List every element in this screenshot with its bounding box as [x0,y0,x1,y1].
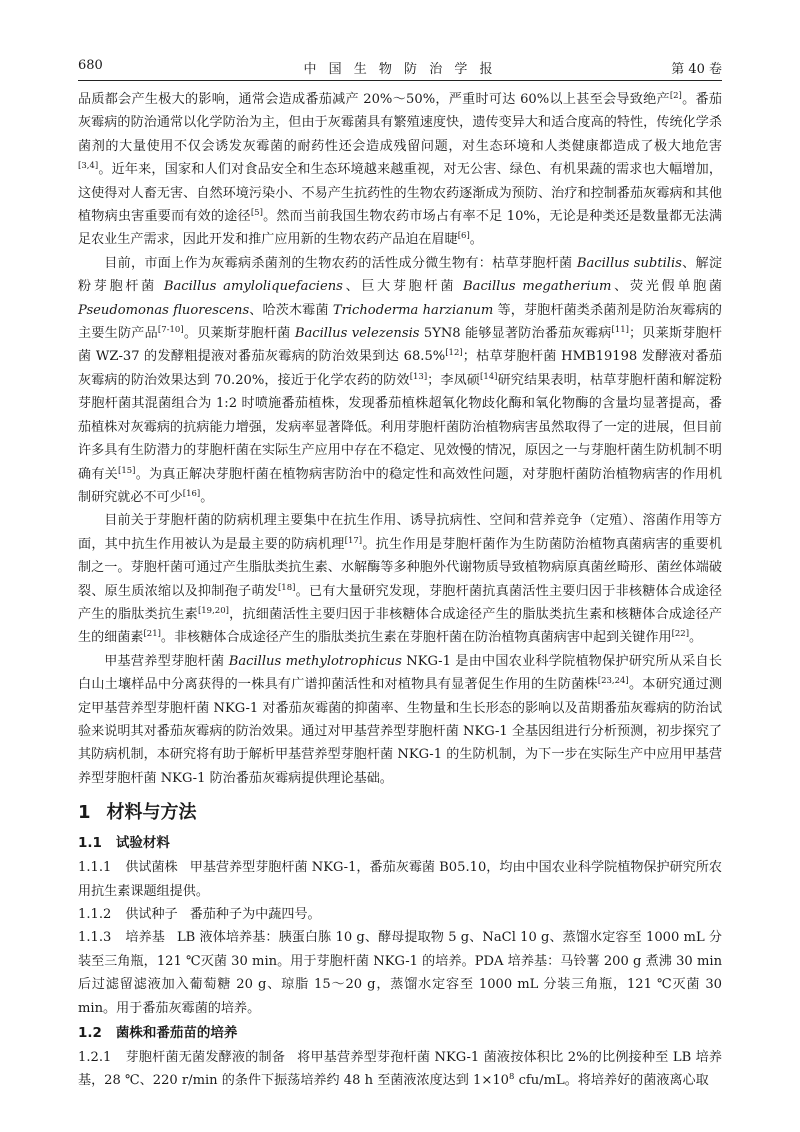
intro-paragraph-1: 品质都会产生极大的影响，通常会造成番茄减产 20%～50%，严重时可达 60%以上甚至会导致绝产[2]。番茄灰霉病的防治通常以化学防治为主，但由于灰霉菌具有繁殖速度快，遗传变异大和适合度高的特性，传统化学杀菌剂的大量使用不仅会诱发灰霉菌的耐药性还会造成残留问题，对生态环境和人类健康都造成了极大地危害[3,4]。近年来，国家和人们对食品安全和生态环境越来越重视，对无公害、绿色、有机果蔬的需求也大幅增加，这使得对人畜无害、自然环境污染小、不易产生抗药性的生物农药逐渐成为预防、治疗和控制番茄灰霉病和其他植物病虫害重要而有效的途径[5]。然而当前我国生物农药市场占有率不足 10%，无论是种类还是数量都无法满足农业生产需求，因此开发和推广应用新的生物农药产品迫在眉睫[6]。 [78,91,723,248]
citation[interactable]: [17] [344,535,363,546]
citation[interactable]: [21] [143,629,161,640]
subsection-number: 1.1 [78,835,102,852]
species-name: Bacillus amyloliquefaciens [163,279,343,295]
item-number: 1.1.3 [78,930,112,946]
item-paragraph: 1.2.1 芽胞杆菌无菌发酵液的制备 将甲基营养型芽孢杆菌 NKG-1 菌液按体积比 2%的比例接种至 LB 培养基，28 ℃、220 r/min 的条件下振荡培养约 48 h 至菌液浓度达到 $1\times 10^8$ cfu/mL。将培养好的菌液离心取 [78,1050,723,1089]
species-name: Trichoderma harzianum [332,302,494,318]
citation[interactable]: [14] [480,371,498,382]
item-number: 1.1.2 [78,907,112,922]
volume-label: 第 40 卷 [671,62,722,77]
citation[interactable]: [18] [277,582,296,593]
species-name: Pseudomonas fluorescens [78,302,250,318]
citation[interactable]: [15] [118,465,136,476]
citation[interactable]: [22] [671,629,690,640]
article-body [78,88,722,1093]
citation[interactable]: [2] [669,91,682,101]
item-paragraph: 1.1.3 培养基 LB 液体培养基：胰蛋白胨 10 g、酵母提取物 5 g、NaCl 10 g、蒸馏水定容至 1000 mL 分装至三角瓶，121 ℃灭菌 30 min。用于芽胞杆菌 NKG-1 的培养。PDA 培养基：马铃薯 200 g 煮沸 30 min 后过滤留滤液加入葡萄糖 20 g、琼脂 15～20 g，蒸馏水定容至 1000 mL 分装三角瓶，121 ℃灭菌 30 min。用于番茄灰霉菌的培养。 [78,930,723,1016]
citation[interactable]: [23,24] [597,676,629,687]
subsection-number: 1.2 [78,1025,102,1042]
intro-paragraph-3: 目前关于芽胞杆菌的防病机理主要集中在抗生作用、诱导抗病性、空间和营养竞争（定殖）、溶菌作用等方面，其中抗生作用被认为是最主要的防病机理[17]。抗生作用是芽胞杆菌作为生防菌防治植物真菌病害的重要机制之一。芽胞杆菌可通过产生脂肽类抗生素、水解酶等多种胞外代谢物质导致植物病原真菌丝畸形、菌丝体端破裂、原生质浓缩以及抑制孢子萌发[18]。已有大量研究发现，芽胞杆菌抗真菌活性主要归因于非核糖体合成途径产生的脂肽类抗生素[19,20]，抗细菌活性主要归因于非核糖体合成途径产生的脂肽类抗生素和核糖体合成途径产生的细菌素[21]。非核糖体合成途径产生的脂肽类抗生素在芽胞杆菌在防治植物真菌病害中起到关键作用[22]。 [78,513,723,646]
intro-paragraph-2: 目前，市面上作为灰霉病杀菌剂的生物农药的活性成分微生物有：枯草芽胞杆菌 Bacillus subtilis、解淀粉芽胞杆菌 Bacillus amyloliquefaciens、巨大芽胞杆菌 Bacillus megatherium、荧光假单胞菌 Pseudomonas fluorescens、哈茨木霉菌 Trichoderma harzianum 等，芽胞杆菌类杀菌剂是防治灰霉病的主要生防产品[7-10]。贝莱斯芽胞杆菌 Bacillus velezensis 5YN8 能够显著防治番茄灰霉病[11]；贝莱斯芽胞杆菌 WZ-37 的发酵粗提液对番茄灰霉病的防治效果到达 68.5%[12]；枯草芽胞杆菌 HMB19198 发酵液对番茄灰霉病的防治效果达到 70.20%，接近于化学农药的防效[13]；李凤硕[14]研究结果表明，枯草芽胞杆菌和解淀粉芽胞杆菌其混菌组合为 1:2 时喷施番茄植株，发现番茄植株超氧化物歧化酶和氧化物酶的含量均显著提高，番茄植株对灰霉病的抗病能力增强，发病率显著降低。利用芽胞杆菌防治植物病害虽然取得了一定的进展，但目前许多具有生防潜力的芽胞杆菌在实际生产应用中存在不稳定、见效慢的情况，原因之一与芽胞杆菌生防机制不明确有关[15]。为真正解决芽胞杆菌在植物病害防治中的稳定性和高效性问题，对芽胞杆菌防治植物病害的作用机制研究就必不可少[16]。 [78,255,723,505]
item-title: 供试菌株 [125,860,178,876]
item-paragraph: 1.1.2 供试种子 番茄种子为中蔬四号。 [78,907,321,922]
item-paragraph: 1.1.1 供试菌株 甲基营养型芽胞杆菌 NKG-1，番茄灰霉菌 B05.10，均由中国农业科学院植物保护研究所农用抗生素课题组提供。 [78,860,722,899]
section-heading [78,800,722,826]
item-title: 供试种子 [125,907,178,922]
running-header [78,58,722,81]
citation[interactable]: [13] [409,371,428,382]
item-number: 1.2.1 [78,1050,112,1066]
page-number: 680 [78,58,103,73]
citation[interactable]: [16] [182,488,201,499]
species-name: Bacillus velezensis [294,326,420,342]
item-title: 培养基 [125,930,165,946]
subsection-heading [78,832,722,854]
exponent: 8 [508,1072,515,1083]
citation[interactable]: [5] [250,208,263,219]
journal-title: 中 国 生 物 防 治 学 报 [303,62,497,77]
species-name: Bacillus subtilis [576,255,682,271]
citation[interactable]: [11] [611,325,629,336]
subsection-heading [78,1022,722,1044]
citation[interactable]: [12] [445,348,463,359]
citation[interactable]: [3,4] [78,161,99,172]
section-number: 1 [78,802,91,824]
intro-paragraph-4: 甲基营养型芽胞杆菌 Bacillus methylotrophicus NKG-1 是由中国农业科学院植物保护研究所从采自长白山土壤样品中分离获得的一株具有广谱抑菌活性和对植物具有显著促生作用的生防菌株[23,24]。本研究通过测定甲基营养型芽胞杆菌 NKG-1 对番茄灰霉菌的抑菌率、生物量和生长形态的影响以及苗期番茄灰霉病的防治试验来说明其对番茄灰霉病的防治效果。通过对甲基营养型芽胞杆菌 NKG-1 全基因组进行分析预测，初步探究了其防病机制，本研究将有助于解析甲基营养型芽胞杆菌 NKG-1 的生防机制，为下一步在实际生产中应用甲基营养型芽胞杆菌 NKG-1 防治番茄灰霉病提供理论基础。 [78,653,723,786]
subsection-title: 试验材料 [115,835,170,852]
citation[interactable]: [7-10] [157,325,184,336]
citation[interactable]: [19,20] [197,605,229,616]
item-title: 芽胞杆菌无菌发酵液的制备 [125,1050,286,1066]
item-number: 1.1.1 [78,860,112,876]
citation[interactable]: [6] [457,231,470,242]
species-name: Bacillus megatherium [463,279,612,295]
subsection-title: 菌株和番茄苗的培养 [115,1025,238,1042]
species-name: Bacillus methylotrophicus [228,653,402,669]
section-title: 材料与方法 [106,802,197,824]
